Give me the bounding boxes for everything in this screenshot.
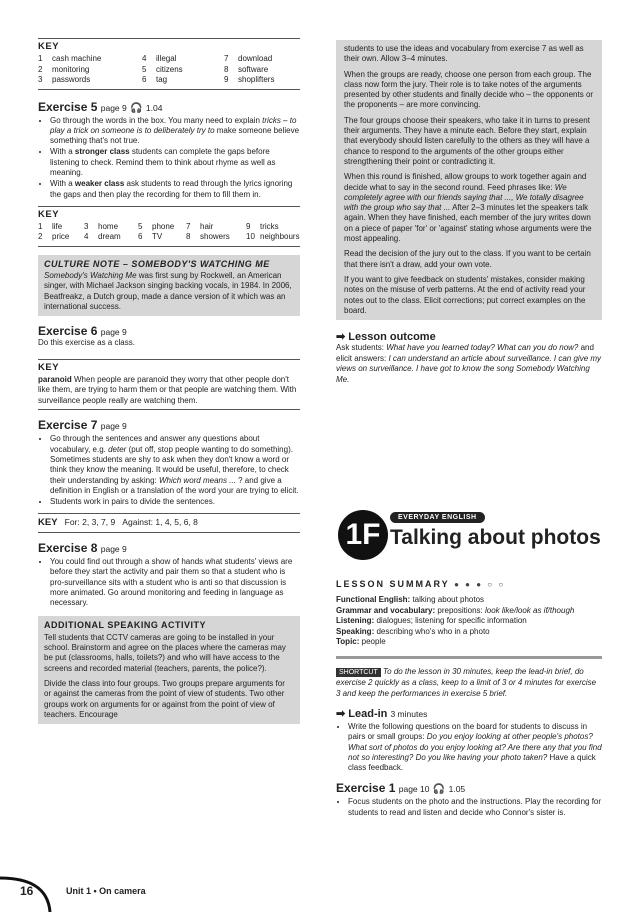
box-text: When this round is finished, allow groups to work together again and decide what to say in the second round. Feed phrases like: We completely agree with our friends saying that ..., We totally disagree with the group who say that ... After 2–3 minutes let the speakers talk again. When they have finished, each member of the jury writes down on a piece of paper 'for' or 'against' stating whose arguments were the most appealing.	[344, 172, 592, 244]
box-text: Somebody's Watching Me was first sung by Rockwell, an American singer, with Michael Jackson singing backing vocals, in 1984. In 2006, Beatfreakz, a Dutch group, made a dance version of it which was an international success.	[44, 271, 292, 312]
arrow-right-icon: ➡	[336, 331, 346, 344]
section-heading: ➡ Lead-in 3 minutes	[336, 708, 428, 720]
box-text: students to use the ideas and vocabulary from exercise 7 as well as their own. Allow 3–4 minutes.	[344, 44, 584, 64]
list-item: • You could find out through a show of hands what students' views are before they start the activity and pair them so that a student who is pro-surveillance sits with a student who is anti so that discussion is more animated. Go around monitoring and feeding in language as necessary.	[50, 557, 300, 608]
list-item: • Focus students on the photo and the instructions. Play the recording for students to read and listen and decide who Connor's sister is.	[348, 797, 602, 818]
lesson-title: Talking about photos	[390, 526, 601, 549]
outcome-text: Ask students: What have you learned today? What can you do now? and elicit answers: I can understand an article about surveillance. I can give my views on surveillance. I have got to know the song Somebody Watching Me.	[336, 343, 602, 384]
divider	[38, 206, 300, 207]
summary-item: Listening: dialogues; listening for specific information	[336, 616, 527, 625]
box-text: If you want to give feedback on students' mistakes, consider making notes on the misuse of verb patterns. At the end of activity read your notes out to the class. Elicit corrections; put correct examples on the board.	[344, 274, 586, 315]
box-title: ADDITIONAL SPEAKING ACTIVITY	[44, 620, 207, 631]
left-column	[38, 0, 300, 724]
key-num: 8	[224, 64, 229, 74]
key-definition: paranoid When people are paranoid they worry that other people don't like them, are trying to harm them or that people are watching them. With surveillance people really are watching them.	[38, 374, 297, 405]
exercise-1	[336, 781, 602, 818]
key-for-against: KEY For: 2, 3, 7, 9 Against: 1, 4, 5, 6, 8	[38, 517, 198, 529]
key-answer: shoplifters	[238, 75, 275, 84]
box-text: Tell students that CCTV cameras are going to be installed in your school. Brainstorm and agree on the places where the cameras may be put (classrooms, halls, toilets?) and who will have access to the screens and recorded material (teachers, parents, the police?).	[44, 632, 286, 673]
exercise-heading: Exercise 1 page 10 🎧 1.05	[336, 781, 466, 796]
section-heading: ➡ Lesson outcome	[336, 331, 436, 344]
list-item: • Students work in pairs to divide the sentences.	[50, 497, 300, 507]
summary-item: Grammar and vocabulary: prepositions: look like/look as if/though	[336, 605, 575, 615]
key-answer: cash machine	[52, 54, 102, 63]
key-num: 1	[38, 54, 43, 63]
key-answer-grid: 1 life 3 home 5 phone 7 hair 9 tricks 2 price 4 dream 6 TV 8 showers 10 neighbours	[38, 221, 300, 242]
divider	[38, 409, 300, 410]
exercise-text: Do this exercise as a class.	[38, 338, 135, 348]
key-num: 9	[224, 75, 229, 84]
exercise-8	[38, 541, 300, 608]
divider	[336, 656, 602, 659]
right-column	[336, 0, 602, 385]
key-answer: download	[238, 54, 273, 63]
page-number: 16	[20, 884, 34, 898]
list-item: • With a weaker class ask students to read through the lyrics ignoring the gaps and then play the recording for them to fill them in.	[50, 179, 300, 200]
list-item: • Write the following questions on the board for students to discuss in pairs or small groups: Do you enjoy looking at other people's photos? What sort of photos do you enjoy looking at? Are there any that you find not so interesting? Do you like having your photo taken? Have a quick class feedback.	[348, 722, 602, 773]
key-answer: citizens	[156, 64, 183, 74]
shortcut-note: SHORTCUT To do the lesson in 30 minutes, keep the lead-in brief, do exercise 2 quickly as a class, keep to a limit of 3 or 4 minutes for exercise 3 and keep the performances in exercise 5 brief.	[336, 666, 597, 698]
arrow-right-icon: ➡	[336, 708, 346, 720]
page-footer	[0, 876, 300, 912]
additional-speaking-box	[38, 616, 300, 724]
summary-item: Topic: people	[336, 637, 386, 646]
divider	[38, 532, 300, 533]
summary-item: Functional English: talking about photos	[336, 595, 485, 604]
lesson-summary-column	[336, 574, 602, 819]
culture-note-box	[38, 255, 300, 316]
audio-icon[interactable]: 🎧	[432, 784, 446, 796]
exercise-7	[38, 418, 300, 507]
section-tag: EVERYDAY ENGLISH	[390, 512, 485, 523]
box-title: CULTURE NOTE – SOMEBODY'S WATCHING ME	[44, 258, 270, 269]
lesson-banner	[338, 506, 608, 562]
exercise-6	[38, 324, 300, 349]
summary-list	[336, 595, 602, 648]
instruction-list	[336, 722, 602, 773]
lesson-summary-heading: LESSON SUMMARY ● ● ● ○ ○	[336, 579, 506, 589]
key-num: 4	[142, 54, 147, 63]
divider	[38, 513, 300, 514]
exercise-heading: Exercise 6 page 9	[38, 324, 127, 339]
key-answer-grid	[38, 54, 300, 86]
list-item: • Go through the sentences and answer any questions about vocabulary, e.g. deter (put off, stop people wanting to do something). Sometimes students are shy to ask when they don't know a word or think they know the meaning. It would be useful, therefore, to check their understanding by asking: Which word means ... ? and give a definition in English or a translation of the word your are trying to elicit.	[50, 434, 300, 496]
instruction-list	[38, 116, 300, 200]
exercise-5	[38, 100, 300, 200]
divider	[38, 89, 300, 90]
instruction-list	[38, 557, 300, 608]
key-answer: passwords	[52, 75, 91, 84]
exercise-heading: Exercise 7 page 9	[38, 418, 127, 433]
exercise-heading: Exercise 8 page 9	[38, 540, 127, 555]
key-num: 5	[142, 64, 147, 74]
exercise-heading: Exercise 5 page 9 🎧 1.04	[38, 99, 163, 114]
key-answer: software	[238, 64, 269, 74]
divider	[38, 246, 300, 247]
instruction-list	[336, 797, 602, 818]
box-text: Divide the class into four groups. Two groups prepare arguments for or against the cameras from the point of view of students. Two other groups work on arguments for or against from the point of view of teachers. Encourage	[44, 678, 285, 719]
key-num: 3	[38, 75, 43, 84]
list-item: • With a stronger class students can complete the gaps before listening to check. Remind them to think about rhyme as well as meaning.	[50, 147, 300, 178]
level-dots-icon: ● ● ● ○ ○	[454, 580, 506, 589]
instruction-list	[38, 434, 300, 507]
key-answer: illegal	[156, 54, 177, 63]
speaking-activity-continued	[336, 40, 602, 320]
shortcut-badge: SHORTCUT	[336, 668, 381, 677]
lesson-number-badge: 1F	[338, 510, 388, 560]
key-answer: tag	[156, 75, 168, 84]
key-answer: monitoring	[52, 64, 90, 74]
list-item: • Go through the words in the box. You many need to explain tricks – to play a trick on someone is to deliberately try to make someone believe something that's not true.	[50, 116, 300, 147]
audio-icon[interactable]: 🎧	[130, 102, 143, 114]
key-num: 7	[224, 54, 229, 63]
key-heading: KEY	[38, 41, 60, 52]
key-heading: KEY	[38, 361, 60, 373]
summary-item: Speaking: describing who's who in a photo	[336, 626, 490, 636]
unit-label: Unit 1 • On camera	[66, 886, 146, 896]
key-num: 6	[142, 75, 147, 84]
divider	[38, 38, 300, 39]
key-num: 2	[38, 64, 43, 74]
key-heading: KEY	[38, 208, 60, 220]
box-text: When the groups are ready, choose one person from each group. The class now form the jury. Their role is to take notes of the arguments presented by other students and finally decide who – the opponents or the proponents – are more convincing.	[344, 69, 594, 110]
lead-in	[336, 707, 602, 773]
box-text: Read the decision of the jury out to the class. If you want to be certain that there isn't a draw, add your own vote.	[344, 249, 591, 269]
lesson-outcome	[336, 330, 602, 385]
box-text: The four groups choose their speakers, who take it in turns to present their arguments. They have a minute each. Before they start, explain that everybody should listen carefully to the others as they will have a chance to respond to the arguments of the other groups either strengthening their point or contradicting it.	[344, 115, 590, 166]
divider	[38, 359, 300, 360]
